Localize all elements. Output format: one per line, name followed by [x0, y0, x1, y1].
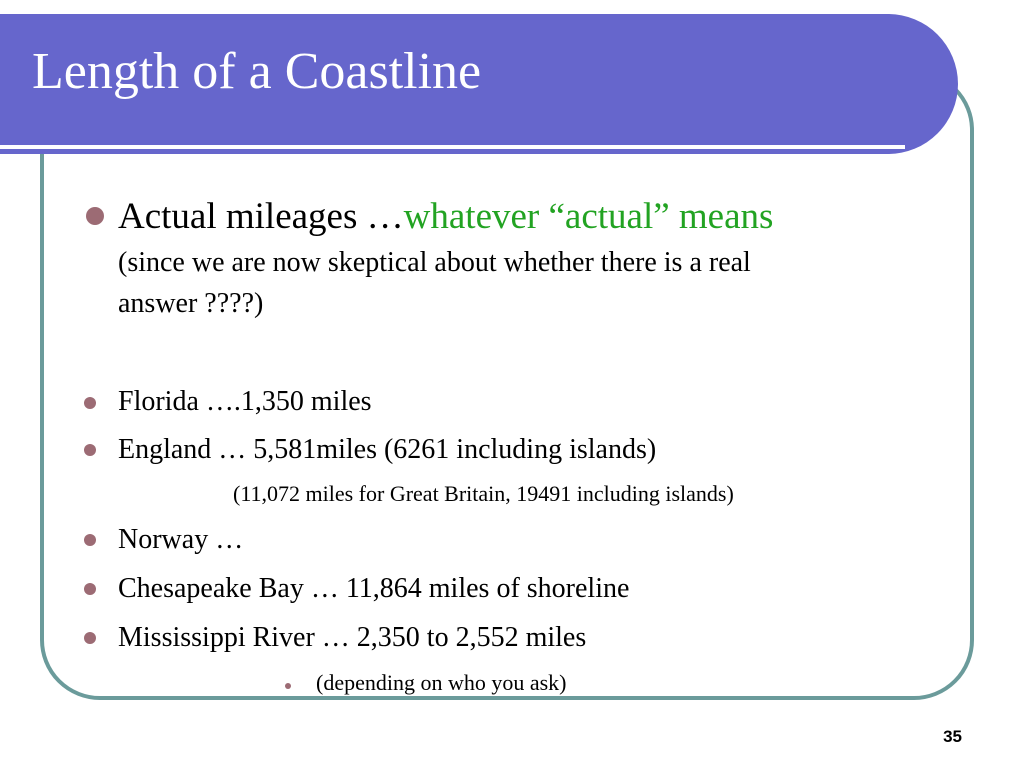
- bullet-dot: [86, 207, 104, 225]
- bullet-dot: [84, 534, 96, 546]
- bullet-dot: [84, 397, 96, 409]
- bullet-dot: [84, 632, 96, 644]
- list-item-florida: Florida ….1,350 miles: [118, 386, 372, 417]
- bullet-dot: [84, 444, 96, 456]
- intro-highlight: whatever “actual” means: [403, 196, 774, 237]
- slide-title: Length of a Coastline: [32, 43, 482, 100]
- intro-note-line2: answer ????): [118, 288, 264, 319]
- title-underline: [0, 145, 905, 149]
- list-item-england: England … 5,581miles (6261 including islands): [118, 434, 657, 465]
- content-frame: [40, 70, 974, 700]
- list-item-norway: Norway …: [118, 524, 244, 555]
- intro-lead: Actual mileages …: [118, 196, 404, 237]
- list-item-chesapeake: Chesapeake Bay … 11,864 miles of shoreline: [118, 573, 630, 604]
- page-number: 35: [943, 727, 962, 746]
- intro-note-line1: (since we are now skeptical about whether there is a real: [118, 247, 751, 278]
- sub-bullet-dot: [285, 683, 291, 689]
- list-item-depending-note: (depending on who you ask): [316, 670, 567, 695]
- list-item-mississippi: Mississippi River … 2,350 to 2,552 miles: [118, 622, 587, 653]
- list-item-great-britain-note: (11,072 miles for Great Britain, 19491 including islands): [233, 481, 734, 506]
- intro-line: [118, 198, 773, 235]
- bullet-dot: [84, 583, 96, 595]
